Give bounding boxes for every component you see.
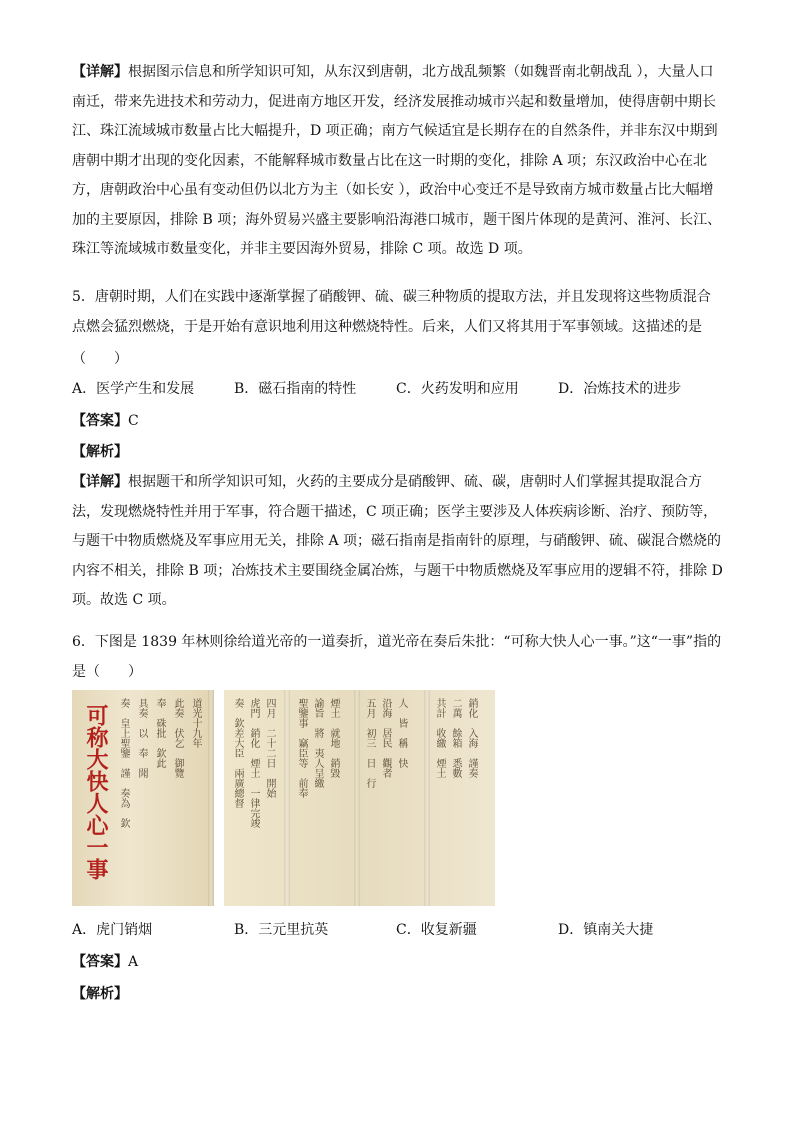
option-c[interactable]: C．收复新疆 <box>396 922 477 938</box>
answer-value: A <box>128 954 139 970</box>
question-5-paren: （ ） <box>72 351 128 367</box>
question-6-stem <box>72 628 724 687</box>
question-6-analysis-label: 【解析】 <box>72 986 128 1002</box>
detail-text: 根据题干和所学知识可知，火药的主要成分是硝酸钾、硫、碳，唐朝时人们掌握其提取混合方法，发现燃烧特性并用于军事，符合题干描述，C 项正确；医学主要涉及人体疾病诊断、治疗、预防等，与题干中物质燃烧及军事应用无关，排除 A 项；磁石指南是指南针的原理，与硝酸钾、硫、碳混合燃烧的内容不相关，排除 B 项；冶炼技术主要围绕金属冶炼，与题干中物质燃烧及军事应用的逻辑不符，排除 D 项。故选 C 项。 <box>72 474 723 608</box>
question-6-answer: 【答案】A <box>72 954 139 970</box>
question-5-analysis-label: 【解析】 <box>72 444 128 460</box>
memorial-image-right: 奏 欽差大臣 兩廣總督 虎門 銷化 煙土 一律完竣 四月 二十二日 開始 聖鑒事 竊臣等 前奉 諭旨 將 夷人呈繳 煙土 就地 銷毀 五月 初三 日 行 沿海 居民 觀者 人 皆 稱 快 共計 收繳 煙土 二萬 餘箱 悉數 銷化 入海 謹奏 <box>224 690 495 906</box>
question-6-text: 6．下图是 1839 年林则徐给道光帝的一道奏折，道光帝在奏后朱批：“可称大快人心一事。”这“一事”指的是（ ） <box>72 634 722 680</box>
question-5-detail <box>72 468 724 616</box>
question-6-options <box>72 919 732 943</box>
detail-tag: 【详解】 <box>72 474 128 490</box>
question-5-answer: 【答案】C <box>72 413 139 429</box>
question-5-text: 5．唐朝时期，人们在实践中逐渐掌握了硝酸钾、硫、碳三种物质的提取方法，并且发现将这些物质混合点燃会猛烈燃烧，于是开始有意识地利用这种燃烧特性。后来，人们又将其用于军事领域。这描述的是 <box>72 289 711 335</box>
option-d[interactable]: D．镇南关大捷 <box>558 922 654 938</box>
option-d[interactable]: D．冶炼技术的进步 <box>558 381 682 397</box>
option-b[interactable]: B．三元里抗英 <box>234 922 329 938</box>
option-b[interactable]: B．磁石指南的特性 <box>234 381 357 397</box>
option-c[interactable]: C．火药发明和应用 <box>396 381 519 397</box>
question-5-options <box>72 378 732 402</box>
detail-text: 根据图示信息和所学知识可知，从东汉到唐朝，北方战乱频繁（如魏晋南北朝战乱 ），大量人口南迁，带来先进技术和劳动力，促进南方地区开发，经济发展推动城市兴起和数量增加，使得唐朝中期长江、珠江流域城市数量占比大幅提升，D 项正确；南方气候适宜是长期存在的自然条件，并非东汉中期到唐朝中期才出现的变化因素，不能解释城市数量占比在这一时期的变化，排除 A 项；东汉政治中心在北方，唐朝政治中心虽有变动但仍以北方为主（如长安 ），政治中心变迁不是导致南方城市数量占比大幅增加的主要原因，排除 B 项；海外贸易兴盛主要影响沿海港口城市，题干图片体现的是黄河、淮河、长江、珠江等流域城市数量变化，并非主要因海外贸易，排除 C 项。故选 D 项。 <box>72 64 722 257</box>
option-a[interactable]: A．医学产生和发展 <box>72 381 195 397</box>
answer-value: C <box>128 413 139 429</box>
explain-paragraph-q4 <box>72 58 724 265</box>
question-5-stem <box>72 283 724 342</box>
option-a[interactable]: A．虎门销烟 <box>72 922 153 938</box>
memorial-image-left: 可称大快人心一事 奏 皇上聖鑒 謹 奏為 欽 具奏 以 奉 聞 奉 硃批 欽此 此奏 伏乞 御覽 道光十九年 <box>72 690 214 906</box>
imperial-vermilion-note: 可称大快人心一事 <box>83 704 109 880</box>
detail-tag: 【详解】 <box>72 64 128 80</box>
